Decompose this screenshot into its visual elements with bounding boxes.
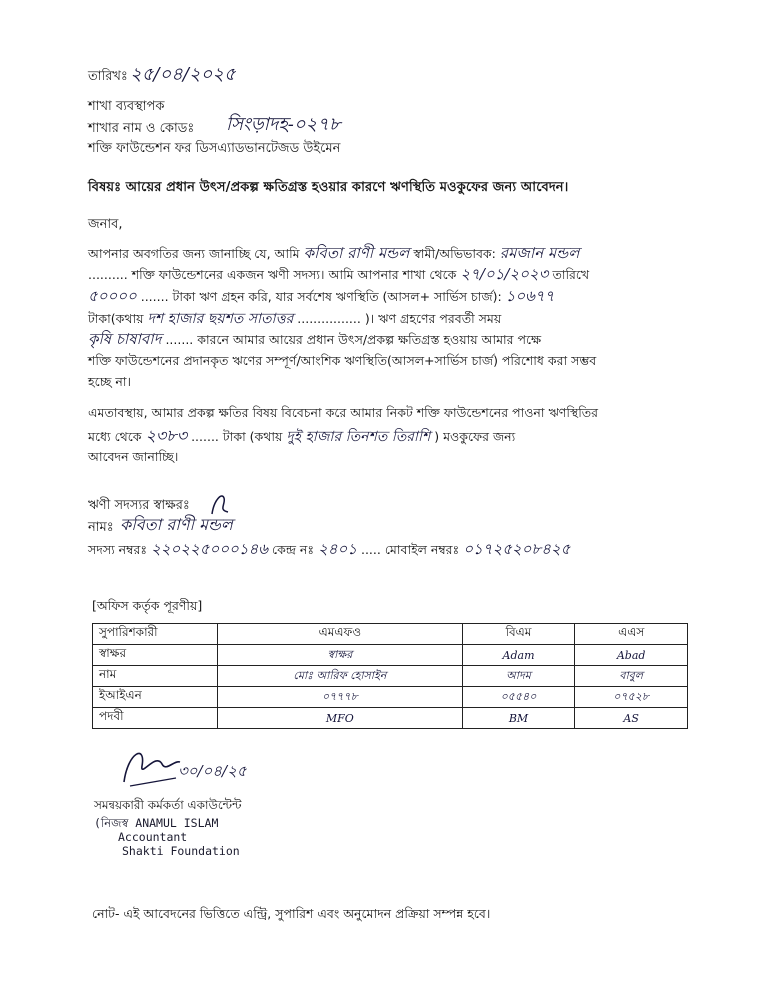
as-ein: ০৭৫২৮: [575, 687, 688, 708]
member-no-label: সদস্য নম্বরঃ: [88, 542, 148, 557]
waiver-amount-hw: ২৩৮৩: [145, 426, 188, 445]
body-line-1: [88, 245, 579, 262]
body-text: তারিখে: [552, 267, 590, 282]
member-ids-line: সদস্য নম্বরঃ ২২০২২৫০০০১৪৬ কেন্দ্র নঃ ২৪০১ ..... মোবাইল নম্বরঃ ০১৭২৫২০৮৪২৫: [88, 540, 571, 558]
coordinator-title: সমন্বয়কারী কর্মকর্তা একাউন্টেন্ট: [94, 798, 242, 812]
footer-note: নোট- এই আবেদনের ভিত্তিতে এন্ট্রি, সুপারিশ এবং অনুমোদন প্রক্রিয়া সম্পন্ন হবে।: [92, 906, 491, 921]
table-header-row: [93, 624, 688, 645]
bm-signature: Adam: [462, 645, 575, 666]
body-text: আপনার অবগতির জন্য জানাচ্ছি যে, আমি: [88, 246, 300, 261]
member-name-hw: কবিতা রাণী মন্ডল: [303, 244, 410, 262]
body-text: মধ্যে থেকে: [88, 429, 142, 444]
salutation: জনাব,: [88, 217, 123, 232]
table-row: [93, 687, 688, 708]
date-label: তারিখঃ: [88, 69, 128, 84]
col-header: এএস: [575, 624, 688, 645]
coordinator-signature: [116, 742, 186, 792]
branch-label: শাখার নাম ও কোডঃ: [88, 121, 195, 136]
body-line-8: এমতাবস্থায়, আমার প্রকল্প ক্ষতির বিষয় বিবেচনা করে আমার নিকট শক্তি ফাউন্ডেশনের পাওনা ঋণস্থিতির: [88, 405, 599, 420]
body-line-2: .......... শক্তি ফাউন্ডেশনের একজন ঋণী সদস্য। আমি আপনার শাখা থেকে ২৭/০১/২০২৩ তারিখে: [88, 265, 590, 283]
member-sign-label: ঋণী সদস্যর স্বাক্ষরঃ: [88, 498, 190, 513]
stamp-line-2: Accountant: [118, 830, 188, 844]
body-line-10: আবেদন জানাচ্ছি।: [88, 449, 179, 464]
body-line-5: কৃষি চাষাবাদ ....... কারনে আমার আয়ের প্রধান উৎস/প্রকল্প ক্ষতিগ্রস্ত হওয়ায় আমার পক্ষে: [88, 330, 542, 348]
row-label: স্বাক্ষর: [93, 645, 218, 666]
mfo-name: মোঃ আরিফ হোসাইন: [218, 666, 463, 687]
subject: বিষয়ঃ আয়ের প্রধান উৎস/প্রকল্প ক্ষতিগ্রস্ত হওয়ার কারণে ঋণস্থিতি মওকুফের জন্য আবেদন।: [88, 180, 569, 195]
loan-amount-hw: ৫০০০০: [88, 287, 137, 305]
office-label: [অফিস কর্তৃক পূরণীয়]: [92, 598, 203, 613]
office-table: [92, 623, 688, 729]
sign-date: ৩০/০৪/২৫: [178, 762, 247, 780]
as-name: বাবুল: [575, 666, 688, 687]
body-line-3: ৫০০০০ ....... টাকা ঋণ গ্রহন করি, যার সর্বশেষ ঋণস্থিতি (আসল+ সার্ভিস চার্জ): ১০৬৭৭: [88, 287, 555, 305]
mfo-ein: ০৭৭৭৮: [218, 687, 463, 708]
date-value: ২৫/০৪/২০২৫: [130, 64, 236, 85]
table-row: [93, 666, 688, 687]
recipient: শাখা ব্যবস্থাপক: [88, 99, 165, 114]
waiver-words-hw: দুই হাজার তিনশত তিরাশি: [286, 429, 431, 445]
bm-designation: BM: [462, 708, 575, 729]
stamp-line-3: Shakti Foundation: [122, 844, 240, 858]
org-name: শক্তি ফাউন্ডেশন ফর ডিসএ্যাডভানটেজড উইমেন: [88, 141, 341, 156]
body-text: কারনে আমার আয়ের প্রধান উৎস/প্রকল্প ক্ষতিগ্রস্ত হওয়ায় আমার পক্ষে: [197, 332, 542, 347]
col-header: বিএম: [462, 624, 575, 645]
col-header: এমএফও: [218, 624, 463, 645]
outstanding-hw: ১০৬৭৭: [505, 287, 555, 305]
body-line-7: হচ্ছে না।: [88, 374, 131, 389]
body-text: শক্তি ফাউন্ডেশনের একজন ঋণী সদস্য। আমি আপনার শাখা থেকে: [131, 267, 457, 282]
cause-hw: কৃষি চাষাবাদ: [88, 330, 162, 348]
bm-name: আদম: [462, 666, 575, 687]
bm-ein: ০৫৫৪০: [462, 687, 575, 708]
body-line-6: শক্তি ফাউন্ডেশনের প্রদানকৃত ঋণের সম্পূর্ণ/আংশিক ঋণস্থিতি(আসল+সার্ভিস চার্জ) পরিশোধ করা সম্ভব: [88, 353, 597, 368]
body-text: স্বামী/অভিভাবক:: [413, 246, 496, 261]
guardian-name-hw: রমজান মন্ডল: [499, 244, 580, 262]
mfo-designation: MFO: [218, 708, 463, 729]
row-label: পদবী: [93, 708, 218, 729]
center-label: কেন্দ্র নঃ: [272, 542, 315, 557]
center-value: ২৪০১: [318, 540, 357, 558]
branch-value: সিংড়াদহ-০২৭৮: [226, 114, 341, 135]
body-line-4: টাকা(কথায় দশ হাজার ছয়শত সাতাত্তর ................ )। ঋণ গ্রহণের পরবর্তী সময়: [88, 311, 502, 327]
member-name-value: কবিতা রাণী মন্ডল: [120, 515, 233, 534]
body-text: )। ঋণ গ্রহণের পরবর্তী সময়: [364, 311, 502, 326]
body-text: ) মওকুফের জন্য: [434, 429, 516, 444]
stamp-line-1: (নিজস্ব ANAMUL ISLAM: [94, 816, 219, 830]
body-text: টাকা (কথায়: [222, 429, 283, 444]
body-line-9: মধ্যে থেকে ২৩৮৩ ....... টাকা (কথায় দুই হাজার তিনশত তিরাশি ) মওকুফের জন্য: [88, 426, 516, 445]
member-name-label: নামঃ: [88, 520, 114, 535]
mobile-label: মোবাইল নম্বরঃ: [384, 542, 460, 557]
as-designation: AS: [575, 708, 688, 729]
col-header: সুপারিশকারী: [93, 624, 218, 645]
row-label: নাম: [93, 666, 218, 687]
loan-date-hw: ২৭/০১/২০২৩: [460, 265, 549, 283]
mobile-value: ০১৭২৫২০৮৪২৫: [463, 540, 571, 558]
as-signature: Abad: [575, 645, 688, 666]
outstanding-words-hw: দশ হাজার ছয়শত সাতাত্তর: [147, 311, 294, 327]
member-no-value: ২২০২২৫০০০১৪৬: [151, 540, 269, 558]
table-row: [93, 645, 688, 666]
body-text: টাকা ঋণ গ্রহন করি, যার সর্বশেষ ঋণস্থিতি (আসল+ সার্ভিস চার্জ):: [172, 289, 502, 304]
row-label: ইআইএন: [93, 687, 218, 708]
mfo-signature: স্বাক্ষর: [218, 645, 463, 666]
body-text: টাকা(কথায়: [88, 311, 144, 326]
table-row: [93, 708, 688, 729]
